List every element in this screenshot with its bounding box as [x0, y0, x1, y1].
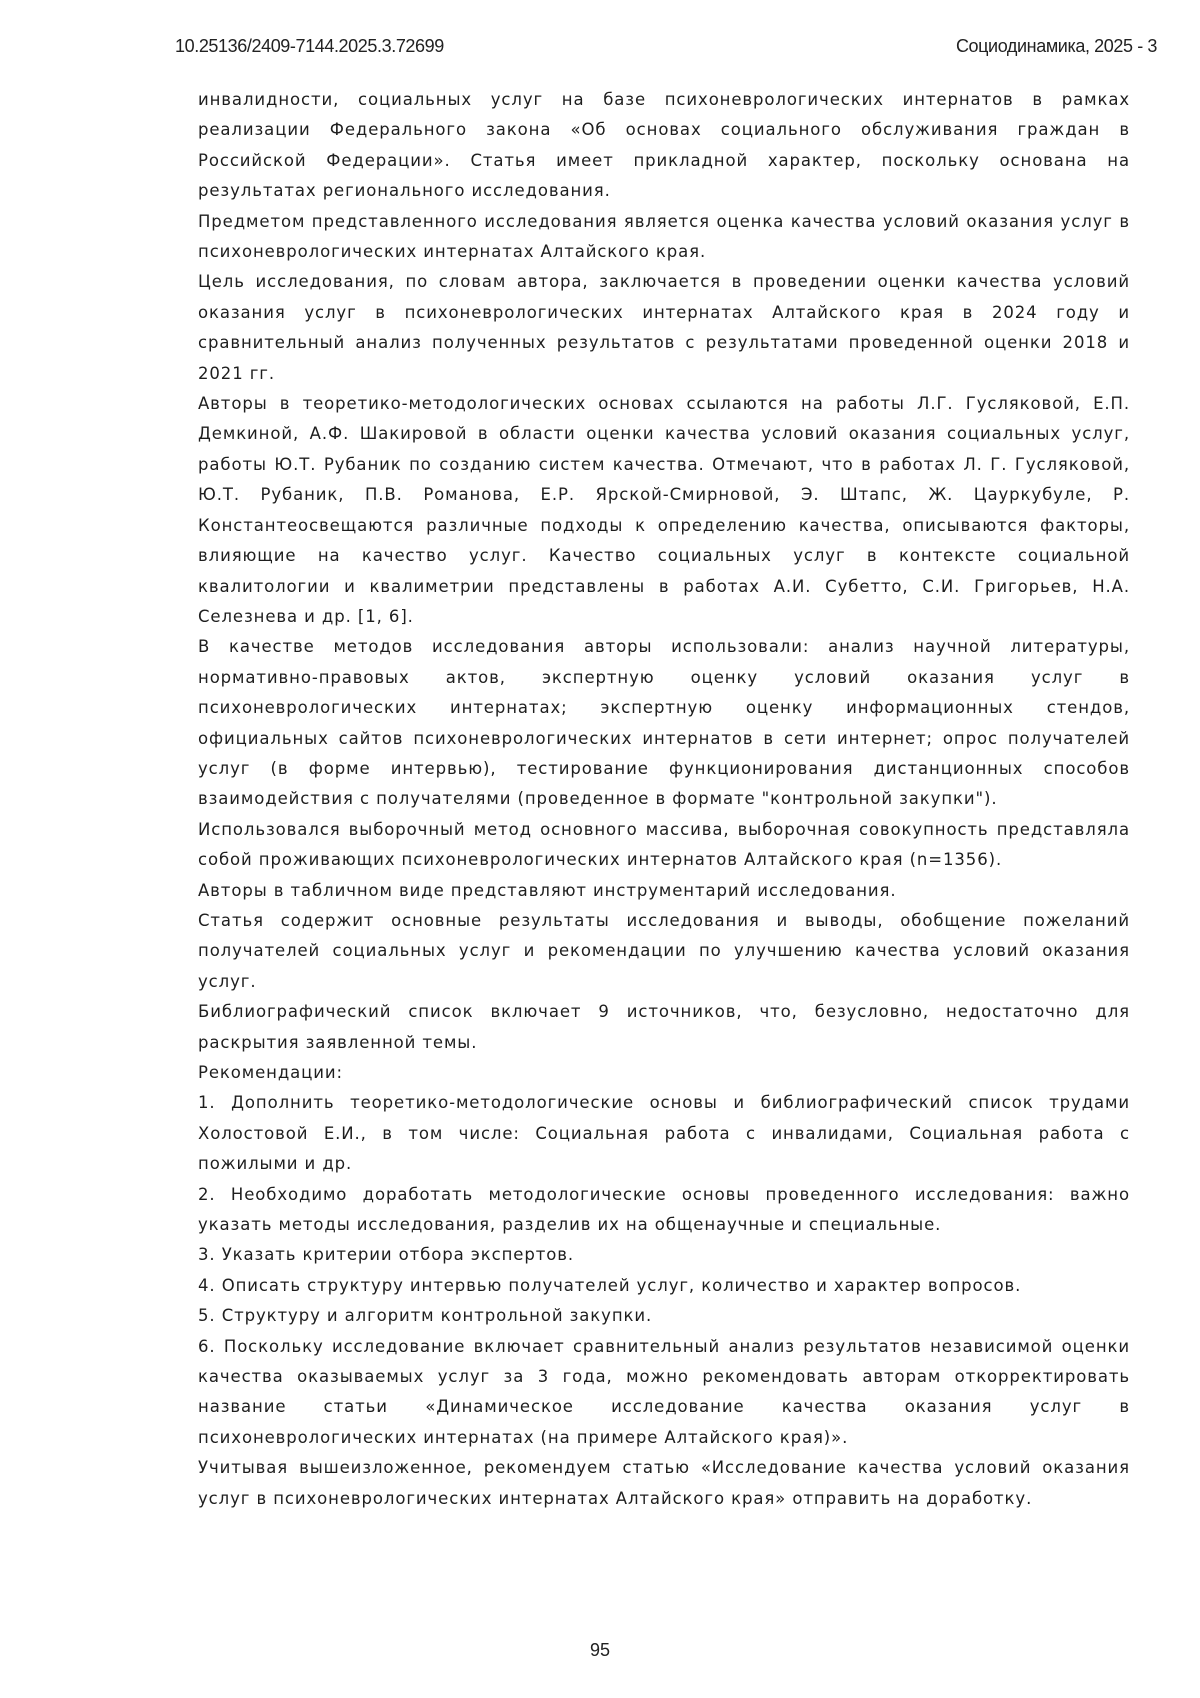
paragraph: Цель исследования, по словам автора, заключается в проведении оценки качества условий оказания услуг в психоневрологических интернатах Алтайского края в 2024 году и сравнительный анализ полученных результатов с результатами проведенной оценки 2018 и 2021 гг. [198, 267, 1130, 389]
paragraph: Статья содержит основные результаты исследования и выводы, обобщение пожеланий получателей социальных услуг и рекомендации по улучшению качества условий оказания услуг. [198, 906, 1130, 997]
paragraph: Авторы в теоретико-методологических основах ссылаются на работы Л.Г. Гусляковой, Е.П. Демкиной, А.Ф. Шакировой в области оценки качества условий оказания социальных услуг, работы Ю.Т. Рубаник по созданию систем качества. Отмечают, что в работах Л. Г. Гусляковой, Ю.Т. Рубаник, П.В. Романова, Е.Р. Ярской-Смирновой, Э. Штапс, Ж. Цауркубуле, Р. Константеосвещаются различные подходы к определению качества, описываются факторы, влияющие на качество услуг. Качество социальных услуг в контексте социальной квалитологии и квалиметрии представлены в работах А.И. Субетто, С.И. Григорьев, Н.А. Селезнева и др. [1, 6]. [198, 389, 1130, 632]
recommendations-heading: Рекомендации: [198, 1058, 1130, 1088]
recommendation-item: 2. Необходимо доработать методологические основы проведенного исследования: важно указать методы исследования, разделив их на общенаучные и специальные. [198, 1180, 1130, 1241]
recommendation-item: 1. Дополнить теоретико-методологические основы и библиографический список трудами Холостовой Е.И., в том числе: Социальная работа с инвалидами, Социальная работа с пожилыми и др. [198, 1088, 1130, 1179]
paragraph: Предметом представленного исследования является оценка качества условий оказания услуг в психоневрологических интернатах Алтайского края. [198, 207, 1130, 268]
paragraph: Авторы в табличном виде представляют инструментарий исследования. [198, 876, 1130, 906]
recommendation-item: 3. Указать критерии отбора экспертов. [198, 1240, 1130, 1270]
doi-text: 10.25136/2409-7144.2025.3.72699 [175, 36, 444, 57]
page-header [175, 36, 1157, 60]
page-number: 95 [0, 1640, 1200, 1661]
conclusion-paragraph: Учитывая вышеизложенное, рекомендуем статью «Исследование качества условий оказания услуг в психоневрологических интернатах Алтайского края» отправить на доработку. [198, 1453, 1130, 1514]
recommendation-item: 4. Описать структуру интервью получателей услуг, количество и характер вопросов. [198, 1271, 1130, 1301]
paragraph: инвалидности, социальных услуг на базе психоневрологических интернатов в рамках реализации Федерального закона «Об основах социального обслуживания граждан в Российской Федерации». Статья имеет прикладной характер, поскольку основана на результатах регионального исследования. [198, 85, 1130, 207]
article-body [198, 85, 1130, 1514]
paragraph: Библиографический список включает 9 источников, что, безусловно, недостаточно для раскрытия заявленной темы. [198, 997, 1130, 1058]
paragraph: Использовался выборочный метод основного массива, выборочная совокупность представляла собой проживающих психоневрологических интернатов Алтайского края (n=1356). [198, 815, 1130, 876]
recommendation-item: 5. Структуру и алгоритм контрольной закупки. [198, 1301, 1130, 1331]
recommendation-item: 6. Поскольку исследование включает сравнительный анализ результатов независимой оценки качества оказываемых услуг за 3 года, можно рекомендовать авторам откорректировать название статьи «Динамическое исследование качества оказания услуг в психоневрологических интернатах (на примере Алтайского края)». [198, 1332, 1130, 1454]
journal-title: Социодинамика, 2025 - 3 [956, 36, 1157, 57]
paragraph: В качестве методов исследования авторы использовали: анализ научной литературы, нормативно-правовых актов, экспертную оценку условий оказания услуг в психоневрологических интернатах; экспертную оценку информационных стендов, официальных сайтов психоневрологических интернатов в сети интернет; опрос получателей услуг (в форме интервью), тестирование функционирования дистанционных способов взаимодействия с получателями (проведенное в формате "контрольной закупки"). [198, 632, 1130, 814]
